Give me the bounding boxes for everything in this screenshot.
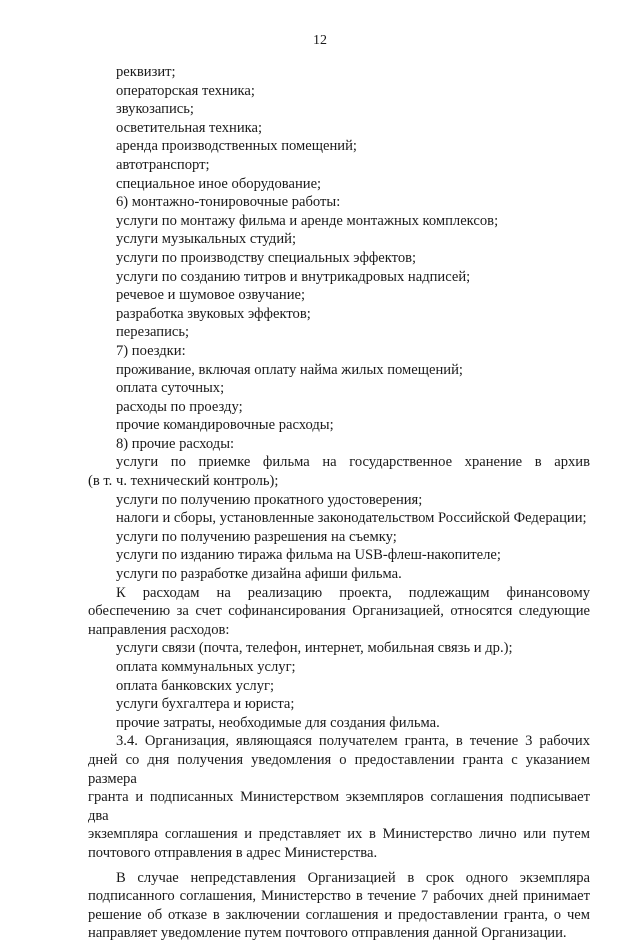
list-item: прочие затраты, необходимые для создания фильма. bbox=[116, 714, 440, 731]
expense-list-c bbox=[88, 639, 590, 732]
list-item: расходы по проезду; bbox=[116, 398, 243, 415]
paragraph-line: экземпляра соглашения и представляет их в Министерство лично или путем bbox=[88, 826, 590, 843]
paragraph-line: направления расходов: bbox=[88, 621, 230, 638]
list-item: услуги по производству специальных эффектов; bbox=[116, 249, 417, 266]
paragraph-line: обеспечению за счет софинансирования Организацией, относятся следующие bbox=[88, 603, 590, 620]
list-item: осветительная техника; bbox=[116, 119, 263, 136]
list-item: автотранспорт; bbox=[116, 156, 210, 173]
refusal-paragraph bbox=[88, 869, 590, 943]
list-item: услуги по разработке дизайна афиши фильма. bbox=[116, 566, 402, 583]
section-heading: 6) монтажно-тонировочные работы: bbox=[116, 194, 341, 211]
paragraph-line: решение об отказе в заключении соглашения и предоставлении гранта, о чем bbox=[88, 906, 590, 923]
list-item: оплата суточных; bbox=[116, 380, 225, 397]
list-item: услуги по приемке фильма на государственное хранение в архив bbox=[116, 454, 590, 471]
list-item: прочие командировочные расходы; bbox=[116, 417, 334, 434]
list-item: услуги связи (почта, телефон, интернет, мобильная связь и др.); bbox=[116, 640, 513, 657]
paragraph-line: К расходам на реализацию проекта, подлежащим финансовому bbox=[116, 584, 590, 601]
list-item: операторская техника; bbox=[116, 82, 255, 99]
archive-item bbox=[88, 453, 590, 490]
expense-list-a bbox=[88, 63, 590, 453]
list-item: налоги и сборы, установленные законодательством Российской Федерации; bbox=[116, 510, 587, 527]
list-item: речевое и шумовое озвучание; bbox=[116, 287, 306, 304]
paragraph-line: подписанного соглашения, Министерство в течение 7 рабочих дней принимает bbox=[88, 888, 590, 905]
list-item: услуги по получению прокатного удостоверения; bbox=[116, 491, 423, 508]
paragraph-line: гранта и подписанных Министерством экземпляров соглашения подписывает два bbox=[88, 789, 590, 824]
paragraph-line: дней со дня получения уведомления о предоставлении гранта с указанием размера bbox=[88, 751, 590, 787]
list-item: звукозапись; bbox=[116, 101, 194, 118]
list-item: специальное иное оборудование; bbox=[116, 175, 322, 192]
section-heading: 8) прочие расходы: bbox=[116, 435, 235, 452]
list-item: аренда производственных помещений; bbox=[116, 138, 357, 155]
list-item: реквизит; bbox=[116, 64, 176, 80]
list-item: услуги по получению разрешения на съемку; bbox=[116, 528, 397, 545]
section-heading: 7) поездки: bbox=[116, 342, 186, 359]
cofinancing-paragraph bbox=[88, 584, 590, 640]
paragraph-line: направляет уведомление путем почтового отправления данной Организации. bbox=[88, 925, 567, 942]
list-item: разработка звуковых эффектов; bbox=[116, 305, 311, 322]
list-item-continuation: (в т. ч. технический контроль); bbox=[88, 473, 279, 490]
page-number: 12 bbox=[313, 33, 327, 48]
list-item: услуги по созданию титров и внутрикадровых надписей; bbox=[116, 268, 471, 285]
list-item: услуги по монтажу фильма и аренде монтажных комплексов; bbox=[116, 212, 499, 229]
list-item: проживание, включая оплату найма жилых помещений; bbox=[116, 361, 463, 378]
list-item: оплата банковских услуг; bbox=[116, 677, 275, 694]
clause-3-4 bbox=[88, 732, 590, 862]
list-item: услуги музыкальных студий; bbox=[116, 231, 297, 248]
list-item: оплата коммунальных услуг; bbox=[116, 659, 296, 675]
list-item: перезапись; bbox=[116, 324, 190, 341]
paragraph-line: 3.4. Организация, являющаяся получателем гранта, в течение 3 рабочих bbox=[116, 733, 590, 750]
paragraph-line: почтового отправления в адрес Министерства. bbox=[88, 844, 378, 861]
document-body bbox=[88, 63, 590, 943]
list-item: услуги по изданию тиража фильма на USB-флеш-накопителе; bbox=[116, 547, 501, 564]
list-item: услуги бухгалтера и юриста; bbox=[116, 696, 295, 713]
paragraph-line: В случае непредставления Организацией в срок одного экземпляра bbox=[116, 869, 590, 886]
expense-list-b bbox=[88, 491, 590, 584]
